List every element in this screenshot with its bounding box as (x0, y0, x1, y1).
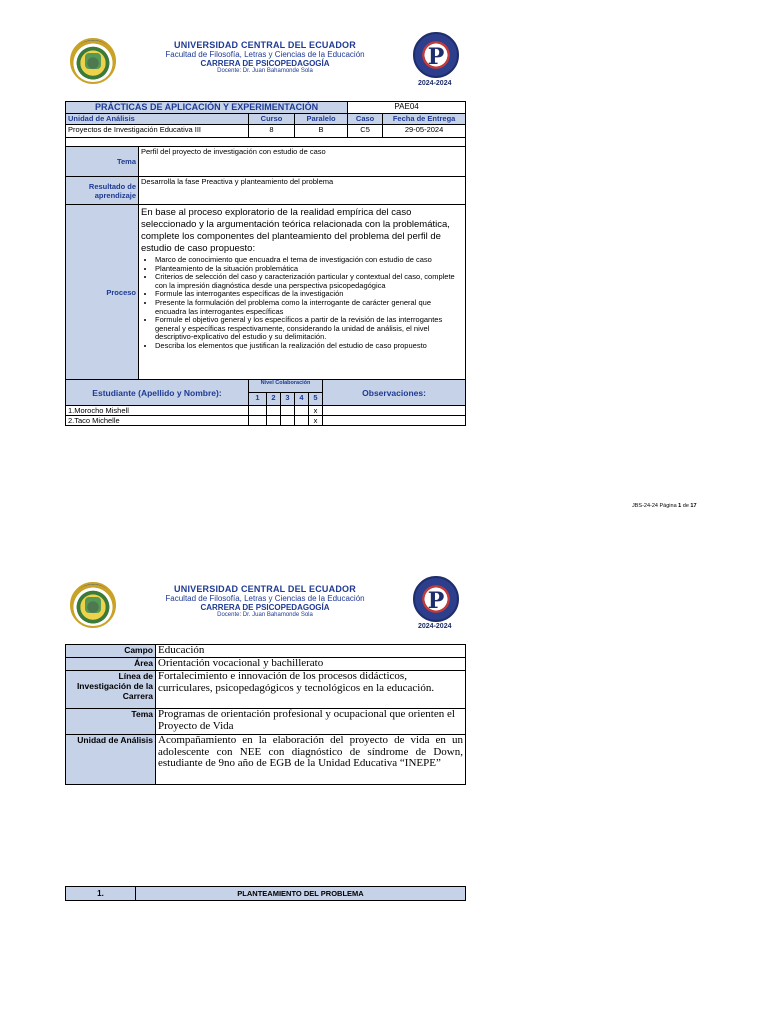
list-item: • Formule el objetivo general y los específicos a partir de la revisión de las interrogantes general y específicas respectivamente, considerando la unidad de análisis, el nivel descriptivo-explicativo del estudio y su delimitación. (155, 316, 463, 342)
list-item: • Describa los elementos que justifican la realización del estudio de caso propuesto (155, 342, 463, 351)
year-label: 2024-2024 (418, 80, 452, 87)
proceso-list (141, 256, 463, 351)
form-title: PRÁCTICAS DE APLICACIÓN Y EXPERIMENTACIÓN (66, 102, 348, 114)
col-fecha: Fecha de Entrega (383, 114, 466, 125)
resultado-value: Desarrolla la fase Preactiva y planteamiento del problema (139, 177, 466, 205)
section-number: 1. (66, 887, 136, 901)
section-title: PLANTEAMIENTO DEL PROBLEMA (136, 887, 466, 901)
faculty-name: Facultad de Filosofía, Letras y Ciencias de la Educación (165, 50, 365, 59)
table-row (66, 645, 466, 658)
page2-header (145, 584, 385, 618)
student-name: 1.Morocho Mishell (66, 406, 249, 416)
table-row (66, 406, 466, 416)
uce-seal-icon (70, 38, 116, 84)
list-item: • Criterios de selección del caso y caracterización particular y contextual del caso, complete con la impresión diagnóstica desde una perspectiva psicopedagógica (155, 273, 463, 290)
section-header-table (65, 886, 466, 901)
value-unidad: Proyectos de Investigación Educativa III (66, 125, 249, 138)
psicopedagogia-seal-icon: P (413, 576, 459, 622)
proceso-label: Proceso (66, 205, 139, 380)
collab-level-1: 1 (249, 393, 267, 406)
university-name: UNIVERSIDAD CENTRAL DEL ECUADOR (174, 584, 356, 594)
career-name: CARRERA DE PSICOPEDAGOGÍA (200, 59, 330, 68)
value-curso: 8 (249, 125, 295, 138)
table-row (66, 671, 466, 709)
page1-header (145, 40, 385, 74)
value-caso: C5 (348, 125, 383, 138)
research-info-table (65, 644, 466, 785)
collab-mark: x (309, 416, 323, 426)
unidad-label: Unidad de Análisis (66, 735, 156, 785)
col-paralelo: Paralelo (295, 114, 348, 125)
collab-header: Nivel Colaboración (249, 380, 323, 393)
table-row (66, 709, 466, 735)
table-row (66, 416, 466, 426)
teacher-name: Docente: Dr. Juan Bahamonde Sola (217, 68, 313, 74)
value-paralelo: B (295, 125, 348, 138)
teacher-name: Docente: Dr. Juan Bahamonde Sola (217, 612, 313, 618)
uce-seal-icon (70, 582, 116, 628)
list-item: • Presente la formulación del problema como la interrogante de carácter general que encuadra las interrogantes específicas (155, 299, 463, 316)
table-row (66, 735, 466, 785)
page-number: JBS-24-24 Página 1 de 17 (632, 503, 697, 509)
university-name: UNIVERSIDAD CENTRAL DEL ECUADOR (174, 40, 356, 50)
list-item: • Marco de conocimiento que encuadra el tema de investigación con estudio de caso (155, 256, 463, 265)
col-unidad: Unidad de Análisis (66, 114, 249, 125)
tema-value: Perfil del proyecto de investigación con estudio de caso (139, 147, 466, 177)
campo-value: Educación (156, 645, 466, 658)
linea-label: Línea de Investigación de la Carrera (66, 671, 156, 709)
tema-value: Programas de orientación profesional y ocupacional que orienten el Proyecto de Vida (156, 709, 466, 735)
observations-header: Observaciones: (323, 380, 466, 406)
practice-form-table (65, 101, 466, 426)
proceso-intro: En base al proceso exploratorio de la realidad empírica del caso seleccionado y la argumentación teórica relacionada con la problemática, complete los componentes del planteamiento del problema del perfil de estudio de caso propuesto: (141, 207, 450, 254)
year-label: 2024-2024 (418, 623, 452, 630)
value-fecha: 29-05-2024 (383, 125, 466, 138)
col-curso: Curso (249, 114, 295, 125)
unidad-value: Acompañamiento en la elaboración del proyecto de vida en un adolescente con NEE con diagnóstico de síndrome de Down, estudiante de 9no año de EGB de la Unidad Educativa “INEPE” (156, 735, 466, 785)
collab-level-5: 5 (309, 393, 323, 406)
form-code: PAE04 (348, 102, 466, 114)
student-header: Estudiante (Apellido y Nombre): (66, 380, 249, 406)
faculty-name: Facultad de Filosofía, Letras y Ciencias de la Educación (165, 594, 365, 603)
area-value: Orientación vocacional y bachillerato (156, 658, 466, 671)
collab-mark: x (309, 406, 323, 416)
tema-label: Tema (66, 709, 156, 735)
tema-label: Tema (66, 147, 139, 177)
collab-level-4: 4 (295, 393, 309, 406)
area-label: Área (66, 658, 156, 671)
proceso-cell (139, 205, 466, 380)
psicopedagogia-seal-icon: P (413, 32, 459, 78)
career-name: CARRERA DE PSICOPEDAGOGÍA (200, 603, 330, 612)
spacer-row (66, 138, 466, 147)
list-item: • Planteamiento de la situación problemática (155, 265, 463, 274)
table-row (66, 658, 466, 671)
collab-level-2: 2 (267, 393, 281, 406)
collab-level-3: 3 (281, 393, 295, 406)
list-item: • Formule las interrogantes específicas de la investigación (155, 290, 463, 299)
col-caso: Caso (348, 114, 383, 125)
linea-value: Fortalecimiento e innovación de los procesos didácticos, curriculares, psicopedagógicos y tecnológicos en la educación. (156, 671, 466, 709)
campo-label: Campo (66, 645, 156, 658)
resultado-label: Resultado de aprendizaje (66, 177, 139, 205)
student-name: 2.Taco Michelle (66, 416, 249, 426)
